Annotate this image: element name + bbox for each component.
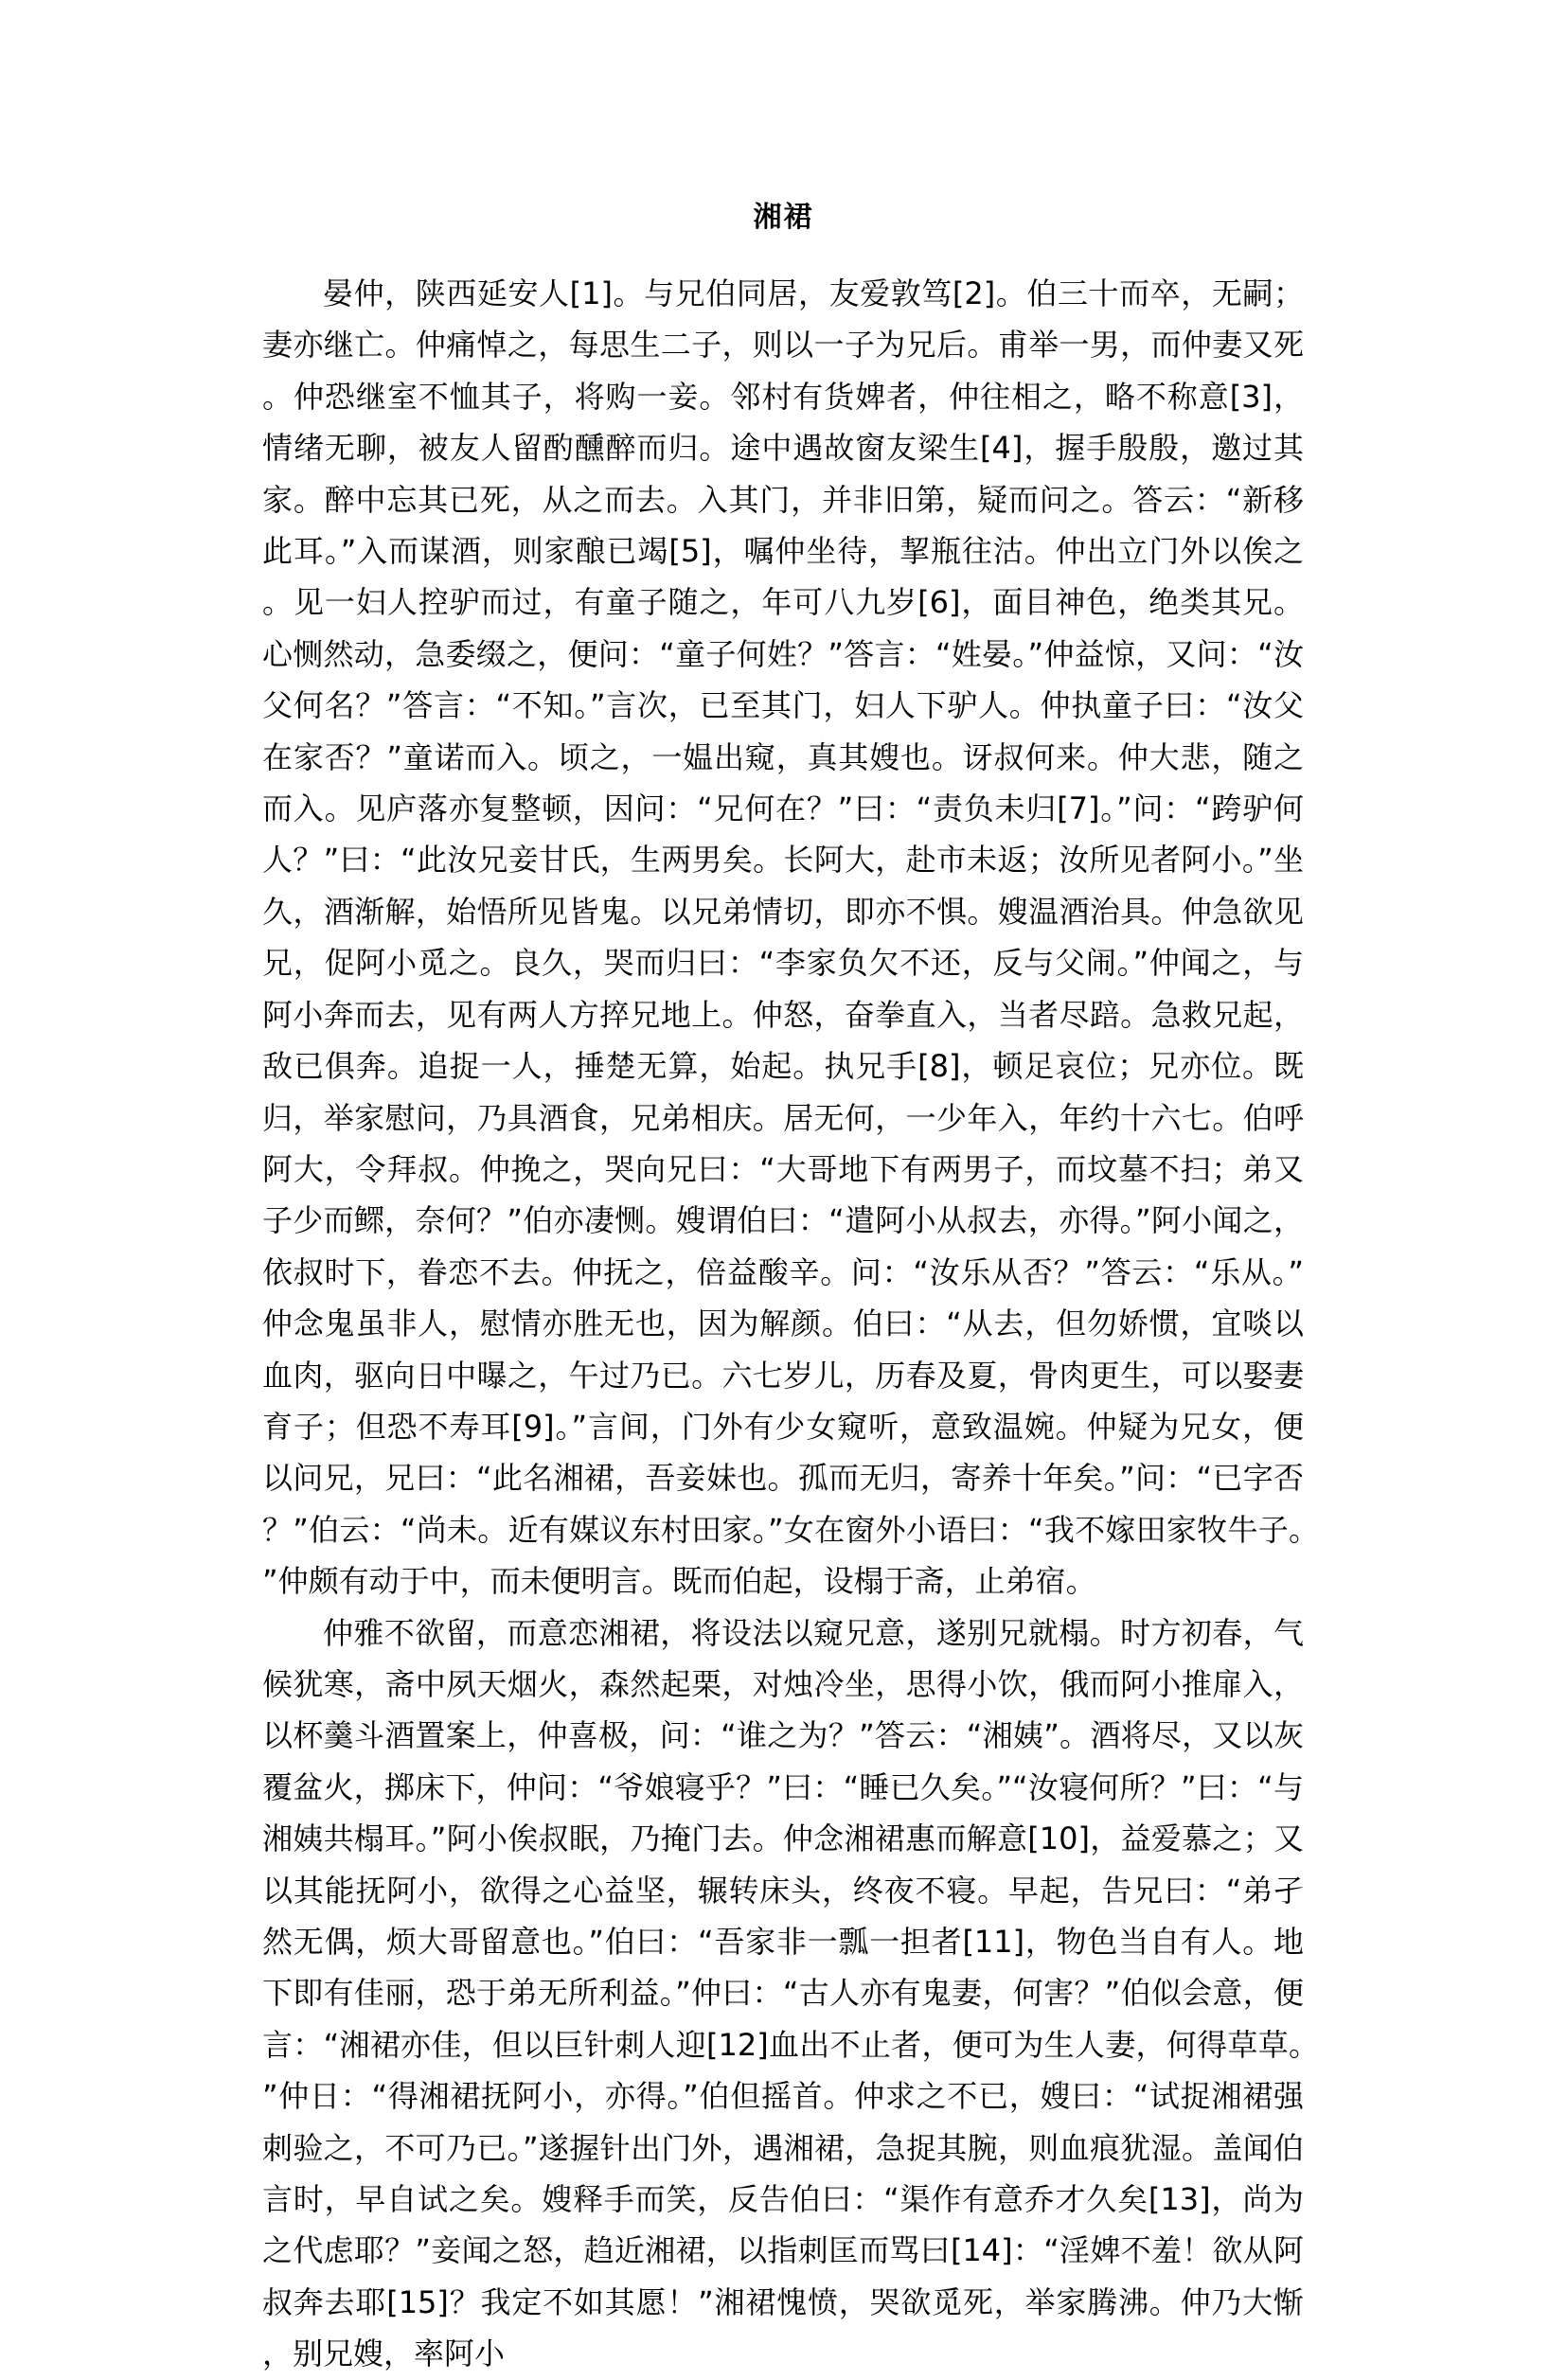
page-title: 湘裙 (753, 201, 814, 234)
paragraph-1: 晏仲，陕西延安人[1]。与兄伯同居，友爱敦笃[2]。伯三十而卒，无嗣；妻亦继亡。仲痛悼之，每思生二子，则以一子为兄后。甫举一男，而仲妻又死。仲恐继室不恤其子，将购一妾。邻村有货婢者，仲往相之，略不称意[3]，情绪无聊，被友人留酌醺醉而归。途中遇故窗友梁生[4]，握手殷殷，邀过其家。醉中忘其已死，从之而去。入其门，并非旧第，疑而问之。答云：“新移此耳。”入而谋酒，则家酿已竭[5]，嘱仲坐待，挈瓶往沽。仲出立门外以俟之。见一妇人控驴而过，有童子随之，年可八九岁[6]，面目神色，绝类其兄。心恻然动，急委缀之，便问：“童子何姓？”答言：“姓晏。”仲益惊，又问：“汝父何名？”答言：“不知。”言次，已至其门，妇人下驴人。仲执童子曰：“汝父在家否？”童诺而入。顷之，一媪出窥，真其嫂也。讶叔何来。仲大悲，随之而入。见庐落亦复整顿，因问：“兄何在？”曰：“责负未归[7]。”问：“跨驴何人？”曰：“此汝兄妾甘氏，生两男矣。长阿大，赴市未返；汝所见者阿小。”坐久，酒渐解，始悟所见皆鬼。以兄弟情切，即亦不惧。嫂温酒治具。仲急欲见兄，促阿小觅之。良久，哭而归曰：“李家负欠不还，反与父闹。”仲闻之，与阿小奔而去，见有两人方捽兄地上。仲怒，奋拳直入，当者尽踣。急救兄起，敌已俱奔。追捉一人，捶楚无算，始起。执兄手[8]，顿足哀位；兄亦位。既归，举家慰问，乃具酒食，兄弟相庆。居无何，一少年入，年约十六七。伯呼阿大，令拜叔。仲挽之，哭向兄曰：“大哥地下有两男子，而坟墓不扫；弟又子少而鳏，奈何？”伯亦凄恻。嫂谓伯曰：“遣阿小从叔去，亦得。”阿小闻之，依叔时下，眷恋不去。仲抚之，倍益酸辛。问：“汝乐从否？”答云：“乐从。”仲念鬼虽非人，慰情亦胜无也，因为解颜。伯曰：“从去，但勿娇惯，宜啖以血肉，驱向日中曝之，午过乃已。六七岁儿，历春及夏，骨肉更生，可以娶妻育子；但恐不寿耳[9]。”言间，门外有少女窥听，意致温婉。仲疑为兄女，便以问兄，兄曰：“此名湘裙，吾妾妹也。孤而无归，寄养十年矣。”问：“已字否？”伯云：“尚未。近有媒议东村田家。”女在窗外小语曰：“我不嫁田家牧牛子。”仲颇有动于中，而未便明言。既而伯起，设榻于斋，止弟宿。 (262, 275, 1304, 1600)
document-body (262, 268, 1304, 2380)
paragraph-2: 仲雅不欲留，而意恋湘裙，将设法以窥兄意，遂别兄就榻。时方初春，气候犹寒，斋中夙天烟火，森然起栗，对烛冷坐，思得小饮，俄而阿小推扉入，以杯羹斗酒置案上，仲喜极，问：“谁之为？”答云：“湘姨”。酒将尽，又以灰覆盆火，掷床下，仲问：“爷娘寝乎？”曰：“睡已久矣。”“汝寝何所？”曰：“与湘姨共榻耳。”阿小俟叔眠，乃掩门去。仲念湘裙惠而解意[10]，益爱慕之；又以其能抚阿小，欲得之心益坚，辗转床头，终夜不寝。早起，告兄曰：“弟孑然无偶，烦大哥留意也。”伯曰：“吾家非一瓢一担者[11]，物色当自有人。地下即有佳丽，恐于弟无所利益。”仲曰：“古人亦有鬼妻，何害？”伯似会意，便言：“湘裙亦佳，但以巨针刺人迎[12]血出不止者，便可为生人妻，何得草草。”仲日：“得湘裙抚阿小，亦得。”伯但摇首。仲求之不已，嫂曰：“试捉湘裙强刺验之，不可乃已。”遂握针出门外，遇湘裙，急捉其腕，则血痕犹湿。盖闻伯言时，早自试之矣。嫂释手而笑，反告伯曰：“渠作有意乔才久矣[13]，尚为之代虑耶？”妾闻之怒，趋近湘裙，以指刺匡而骂曰[14]：“淫婢不羞！欲从阿叔奔去耶[15]？我定不如其愿！”湘裙愧愤，哭欲觅死，举家腾沸。仲乃大惭，别兄嫂，率阿小 (262, 1614, 1304, 2372)
